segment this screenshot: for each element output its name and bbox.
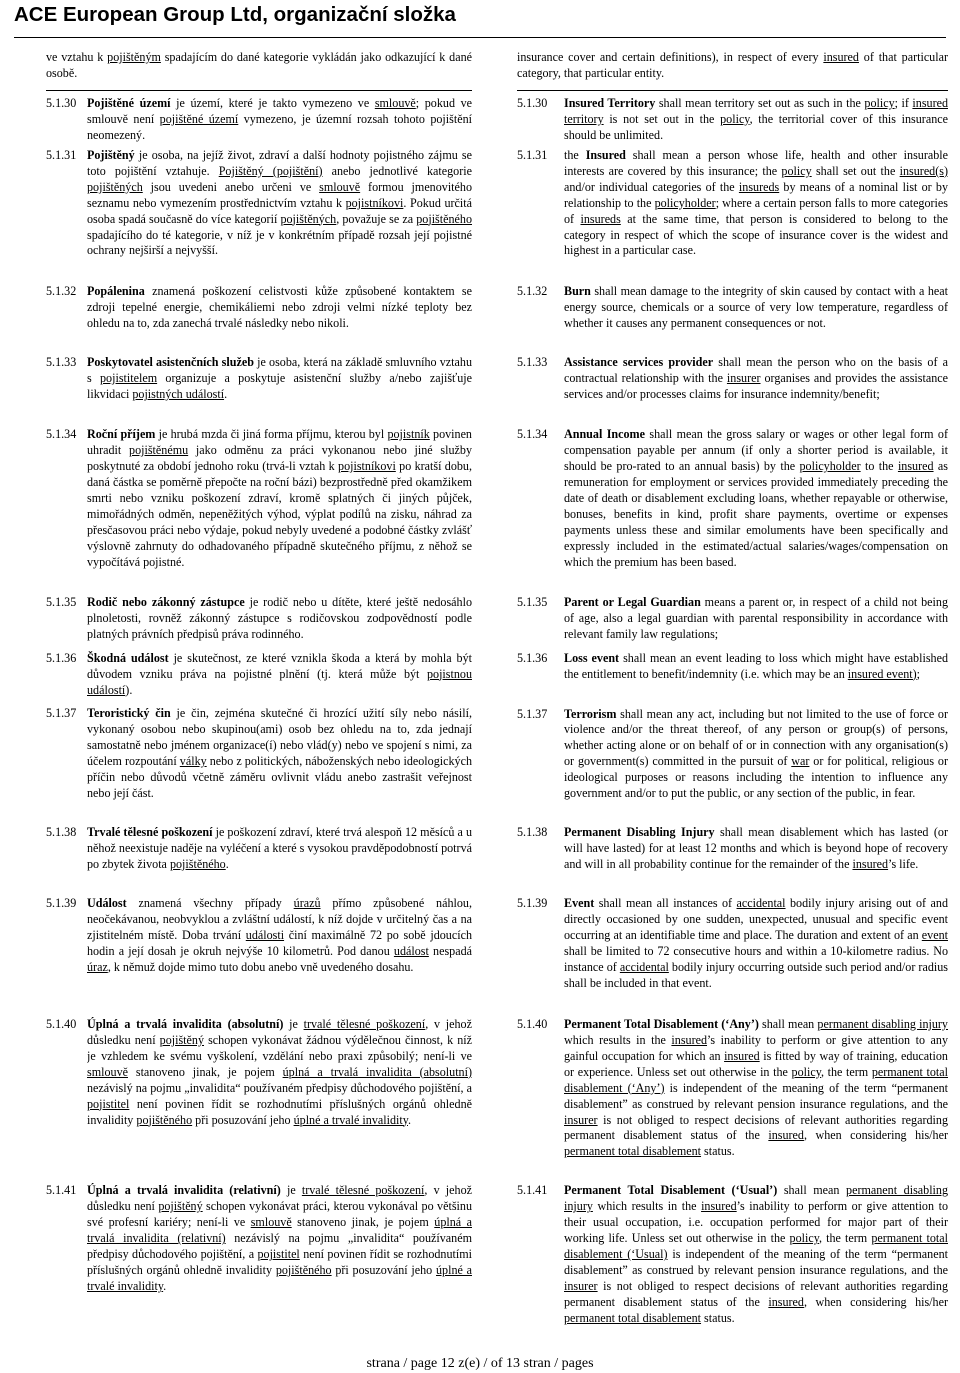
clause-text xyxy=(87,825,472,873)
term-reference: pojistnou událostí xyxy=(87,666,472,697)
text-run: organizuje a poskytuje asistenční služby a/nebo zajišťuje likvidaci xyxy=(87,371,472,402)
term-reference: event xyxy=(921,927,948,942)
text-run: ; where a certain person falls to more categories of xyxy=(564,195,948,226)
term-reference: insurer xyxy=(726,371,761,386)
clause-number: 5.1.33 xyxy=(517,355,548,370)
text-run: is independent of the meaning of the term “permanent disablement” as construed by relevant pension insurance regulations, and the xyxy=(564,1080,948,1111)
clause-paragraph xyxy=(46,284,472,332)
text-run: . xyxy=(225,857,229,872)
term-reference: úrazů xyxy=(293,896,321,911)
term-reference: insureds xyxy=(738,179,780,194)
clause-number: 5.1.39 xyxy=(517,896,548,911)
clause-paragraph xyxy=(517,1017,948,1161)
text-run: is not obliged to respect decisions of relevant authorities regarding permanent disablement status of the xyxy=(564,1112,948,1143)
defined-term: Permanent Total Disablement (‘Any’) xyxy=(564,1016,759,1031)
text-run: shall mean disablement which has lasted (or will have lasted) for at least 12 months and which is beyond hope of recovery and will in all probability continue for the remainder of the xyxy=(564,825,948,872)
clause-paragraph xyxy=(46,90,472,144)
term-reference: pojištěný xyxy=(158,1199,203,1214)
clause-paragraph xyxy=(517,355,948,403)
term-reference: permanent total disablement (‘Any’) xyxy=(564,1064,948,1095)
clause-paragraph xyxy=(517,90,948,144)
text-run: spadajícího do té kategorie, v níž je v konkrétním případě rozsah její pojistné ochrany nejširší a nejvyšší. xyxy=(87,227,472,258)
term-reference: insured xyxy=(671,1032,708,1047)
clause-paragraph xyxy=(517,50,948,82)
defined-term: Trvalé tělesné poškození xyxy=(87,825,213,840)
defined-term: Insured Territory xyxy=(564,95,656,110)
clause-number: 5.1.35 xyxy=(517,594,548,609)
term-reference: smlouvě xyxy=(250,1215,292,1230)
clause-text xyxy=(87,651,472,699)
term-reference: policy xyxy=(864,95,895,110)
term-reference: insured xyxy=(823,50,859,64)
clause-paragraph xyxy=(517,707,948,803)
term-reference: pojistných událostí xyxy=(132,387,225,402)
text-run: ’s life. xyxy=(888,857,919,872)
defined-term: Annual Income xyxy=(564,427,645,442)
text-run: the xyxy=(564,147,586,162)
clause-paragraph xyxy=(46,1017,472,1129)
defined-term: Rodič nebo zákonný zástupce xyxy=(87,594,245,609)
clause-number: 5.1.31 xyxy=(46,147,77,162)
text-run: není povinen řídit se rozhodnutími příslušných orgánů ohledně invalidity xyxy=(87,1247,472,1278)
clause-text xyxy=(564,355,948,403)
text-run: . xyxy=(163,1279,167,1294)
term-reference: pojištěných xyxy=(280,211,337,226)
term-reference: insured xyxy=(897,459,934,474)
text-run: by means of a nominal list or by relationship to the xyxy=(564,179,948,210)
term-reference: insured xyxy=(701,1199,737,1214)
text-run: shall set out the xyxy=(811,163,900,178)
clause-number: 5.1.33 xyxy=(46,355,77,370)
text-run: shall mean xyxy=(758,1016,818,1031)
term-reference: permanent total disablement xyxy=(564,1144,702,1159)
clause-number: 5.1.31 xyxy=(517,147,548,162)
defined-term: Událost xyxy=(87,896,127,911)
text-run: přímo způsobené náhlou, neočekávanou, neobvyklou a zvláštní událostí, k níž dojde v určitelný čas a na zjistitelném místě. Doba trvání xyxy=(87,896,472,942)
text-run: of that particular category, that particular entity. xyxy=(517,50,948,80)
text-run: je osoba, na jejíž život, zdraví a další hodnoty pojistného zájmu se toto pojištění vztahuje. xyxy=(87,147,472,178)
text-run: při posuzování jeho xyxy=(192,1112,294,1127)
term-reference: permanent total disablement xyxy=(564,1311,702,1325)
clause-text xyxy=(564,896,948,992)
text-run: insurance cover and certain definitions), in respect of every xyxy=(517,50,824,64)
text-run: , v jehož důsledku není xyxy=(87,1183,472,1214)
term-reference: policy xyxy=(791,1064,821,1079)
term-reference: insured xyxy=(768,1295,804,1310)
text-run: vymezeno, je územní rozsah tohoto pojištění neomezený. xyxy=(87,111,472,142)
text-run: stanoveno jinak, je pojem xyxy=(127,1064,283,1079)
text-run: at the same time, that person is considered to belong to the category in respect of which the scope of insurance cover is the widest and highest in a particular case. xyxy=(564,211,948,258)
term-reference: insured(s) xyxy=(899,163,948,178)
text-run: je xyxy=(283,1016,304,1031)
clause-text xyxy=(564,825,948,873)
text-run: při posuzování jeho xyxy=(331,1263,436,1278)
clause-text xyxy=(564,651,948,683)
english-column xyxy=(517,50,948,1327)
clause-text xyxy=(87,1183,472,1295)
clause-paragraph xyxy=(46,651,472,699)
text-run: is independent of the meaning of the term “permanent disablement” as construed by relevant pension insurance regulations, and the xyxy=(564,1247,948,1278)
text-run: bodily injury arising out of and directly occasioned by one sudden, unexpected, unusual and specific event occurring at an identifiable time and place. The duration and extent of an xyxy=(564,896,948,942)
term-reference: permanent disabling injury xyxy=(564,1183,948,1214)
text-run: ; xyxy=(916,666,921,681)
defined-term: Pojištěný xyxy=(87,147,135,162)
term-reference: Pojištěný (pojištění) xyxy=(218,163,323,178)
clause-text xyxy=(564,148,948,260)
text-run: bodily injury occurring outside such period and/or radius shall be included in that event. xyxy=(564,959,948,990)
text-run: je xyxy=(280,1183,302,1198)
term-reference: policy xyxy=(789,1231,819,1246)
clause-paragraph xyxy=(517,896,948,992)
text-run: . Pokud určitá osoba spadá současně do více kategorií xyxy=(87,195,472,226)
clause-text xyxy=(564,707,948,803)
text-run: nezávislý na pojmu „invalidita“ používaném předpisy důchodového pojištění, a xyxy=(87,1080,472,1095)
term-reference: pojištěný xyxy=(159,1032,204,1047)
text-run: , when considering his/her xyxy=(803,1128,948,1143)
clause-text xyxy=(517,50,948,82)
term-reference: policyholder xyxy=(654,195,716,210)
text-run: ). xyxy=(125,682,133,697)
defined-term: Roční příjem xyxy=(87,427,156,442)
term-reference: pojištěnému xyxy=(129,443,189,458)
term-reference: smlouvě xyxy=(319,179,361,194)
clause-number: 5.1.41 xyxy=(46,1183,77,1198)
text-run: ’s inability to perform or give attention to their usual occupation, i.e. occupation performed for major part of their working life. Unless set out otherwise in the xyxy=(564,1199,948,1246)
defined-term: Škodná událost xyxy=(87,650,169,665)
clause-paragraph xyxy=(46,706,472,802)
term-reference: pojištěného xyxy=(275,1263,332,1278)
clause-number: 5.1.30 xyxy=(46,95,77,110)
term-reference: insured event) xyxy=(847,666,917,681)
text-run: which results in the xyxy=(592,1199,702,1214)
term-reference: úplné a trvalé invalidity xyxy=(87,1263,472,1294)
clause-text xyxy=(87,355,472,403)
term-reference: smlouvě xyxy=(374,95,416,110)
text-run: není povinen řídit se rozhodnutími příslušných orgánů ohledně invalidity xyxy=(87,1096,472,1127)
clause-number: 5.1.35 xyxy=(46,594,77,609)
text-run: and/or individual categories of the xyxy=(564,179,739,194)
clause-paragraph xyxy=(46,50,472,82)
clause-text xyxy=(564,96,948,144)
text-run: činí maximálně 72 po sobě jdoucích hodin a její dosah je okruh nejvýše 10 kilometrů. Pod danou xyxy=(87,927,472,958)
clause-paragraph xyxy=(46,595,472,643)
text-run: shall mean xyxy=(777,1183,847,1198)
defined-term: Permanent Total Disablement (‘Usual’) xyxy=(564,1183,778,1198)
defined-term: Teroristický čin xyxy=(87,706,171,721)
text-run: , k němuž dojde mimo tuto dobu anebo vně uvedeného dosahu. xyxy=(107,959,414,974)
defined-term: Popálenina xyxy=(87,284,145,299)
text-run: je poškození zdraví, které trvá alespoň 12 měsíců a u něhož neexistuje naděje na vyléčení a které s vysokou pravděpodobností potrvá po zbytek života xyxy=(87,825,472,872)
clause-number: 5.1.36 xyxy=(46,650,77,665)
clause-text xyxy=(87,706,472,802)
term-reference: pojistitelem xyxy=(100,371,158,386)
text-run: , považuje se za xyxy=(336,211,417,226)
defined-term: Parent or Legal Guardian xyxy=(564,594,701,609)
text-run: organises and provides the assistance services and/or processes claims for insurance indemnity/benefit; xyxy=(564,371,948,402)
clause-text xyxy=(87,595,472,643)
clause-number: 5.1.32 xyxy=(517,284,548,299)
clause-paragraph xyxy=(517,427,948,571)
text-run: spadajícím do dané kategorie vykládán jako odkazující k dané osobě. xyxy=(46,50,472,80)
clause-paragraph xyxy=(46,896,472,976)
text-run: is fitted by way of training, education or experience. Unless set out otherwise in the xyxy=(564,1048,948,1079)
clause-text xyxy=(87,896,472,976)
clause-number: 5.1.38 xyxy=(517,825,548,840)
text-run: je osoba, která na základě smluvního vztahu s xyxy=(87,355,472,386)
term-reference: insured xyxy=(724,1048,760,1063)
term-reference: úplná a trvalá invalidita (relativní) xyxy=(87,1215,472,1246)
clause-text xyxy=(87,427,472,571)
text-run: schopen vykonávat žádnou výdělečnou činnost, k níž je vzhledem ke svému vyškolení, vzdělání nebo praxi způsobilý; není-li ve xyxy=(87,1032,472,1063)
document-header: ACE European Group Ltd, organizační složka xyxy=(14,3,456,26)
clause-paragraph xyxy=(46,355,472,403)
term-reference: událost xyxy=(393,943,429,958)
clause-paragraph xyxy=(517,825,948,873)
term-reference: úplné a trvalé invalidity xyxy=(293,1112,408,1127)
text-run: shall mean the gross salary or wages or other legal form of compensation payable per annum (if only a shorter period is available, it should be pro-rated to an annual basis) by the xyxy=(564,427,948,474)
clause-paragraph xyxy=(46,825,472,873)
term-reference: pojistníkovi xyxy=(338,459,396,474)
page-footer: strana / page 12 z(e) / of 13 stran / pages xyxy=(366,1356,594,1371)
text-run: povinen uhradit xyxy=(87,427,472,458)
text-run: ; pokud ve smlouvě není xyxy=(87,95,472,126)
term-reference: policyholder xyxy=(799,459,861,474)
text-run: which results in the xyxy=(564,1032,672,1047)
text-run: stanoveno jinak, je pojem xyxy=(291,1215,435,1230)
term-reference: insured xyxy=(852,857,889,872)
text-run: status. xyxy=(701,1311,735,1325)
text-run: ; if xyxy=(894,95,913,110)
text-run: shall mean any act, including but not limited to the use of force or violence and/or the threat thereof, of any person or group(s) of persons, whether acting alone or on behalf of or in connection with any organisation(s) or government(s) committed in the pursuit of xyxy=(564,706,948,769)
term-reference: úplná a trvalá invalidita (absolutní) xyxy=(282,1064,472,1079)
term-reference: pojištěného xyxy=(416,211,472,226)
clause-paragraph xyxy=(46,427,472,571)
clause-number: 5.1.34 xyxy=(46,427,77,442)
defined-term: Burn xyxy=(564,284,591,299)
clause-text xyxy=(564,427,948,571)
clause-number: 5.1.30 xyxy=(517,95,548,110)
term-reference: insureds xyxy=(580,211,621,226)
clause-paragraph xyxy=(46,1183,472,1295)
clause-number: 5.1.34 xyxy=(517,427,548,442)
text-run: is not obliged to respect decisions of relevant authorities regarding permanent disablement status of the xyxy=(564,1279,948,1310)
text-run: jako odměnu za práci vykonanou nebo jiné služby poskytnuté za období jednoho roku (trvá-li vztah k xyxy=(87,443,472,474)
clause-paragraph xyxy=(517,284,948,332)
defined-term: Terrorism xyxy=(564,706,617,721)
term-reference: policy xyxy=(781,163,812,178)
term-reference: policy xyxy=(720,111,750,126)
term-reference: trvalé tělesné poškození xyxy=(301,1183,425,1198)
text-run: shall mean all instances of xyxy=(594,896,737,911)
defined-term: Poskytovatel asistenčních služeb xyxy=(87,355,254,370)
text-run: shall mean territory set out as such in the xyxy=(655,95,865,110)
clause-paragraph xyxy=(517,651,948,683)
clause-number: 5.1.41 xyxy=(517,1183,548,1198)
term-reference: úraz xyxy=(87,959,108,974)
text-run: . xyxy=(224,387,228,402)
text-run: znamená poškození celistvosti kůže způsobené kontaktem se zdroji tepelné energie, chemikáliemi nebo zdroji velmi nízké teploty bez ohledu na to, zda zanechá trvalé následky nebo nikoli. xyxy=(87,284,472,331)
term-reference: události xyxy=(245,927,285,942)
text-run: nebo z politických, náboženských nebo ideologických příčin nebo důvodů včetně záměru ovlivnit vládu anebo zastrašit veřejnost nebo její část. xyxy=(87,754,472,801)
term-reference: pojištěného xyxy=(169,857,226,872)
text-run: to the xyxy=(860,459,898,474)
clause-text xyxy=(46,50,472,82)
clause-text xyxy=(87,284,472,332)
text-run: je rodič nebo u dítěte, které ještě nedosáhlo plnoletosti, rovněž zákonný zástupce s rodičovskou zodpovědností podle platných právních předpisů práva rodinného. xyxy=(87,594,472,641)
term-reference: války xyxy=(179,754,207,769)
text-run: , v jehož důsledku není xyxy=(87,1016,472,1047)
term-reference: trvalé tělesné poškození xyxy=(303,1016,426,1031)
term-reference: permanent total disablement (‘Usual) xyxy=(564,1231,948,1262)
text-run: . xyxy=(408,1112,412,1127)
defined-term: Úplná a trvalá invalidita (relativní) xyxy=(87,1183,281,1198)
text-run: status. xyxy=(701,1144,735,1159)
term-reference: insured xyxy=(768,1128,804,1143)
clause-number: 5.1.39 xyxy=(46,896,77,911)
term-reference: pojištěným xyxy=(107,50,161,64)
term-reference: insurer xyxy=(564,1112,598,1127)
term-reference: pojištěného xyxy=(136,1112,193,1127)
term-reference: war xyxy=(791,754,810,769)
text-run: is not set out in the xyxy=(603,111,721,126)
term-reference: accidental xyxy=(736,896,786,911)
text-run: nezávislý na pojmu „invalidita“ používaném předpisy důchodového pojištění, a xyxy=(87,1231,472,1262)
text-run: as remuneration for employment or services provided immediately preceding the date of death or disablement excluding loans, whether repayable or otherwise, bonuses, benefits in kind, profit share payments, overtime or expenses payments unless these and similar emoluments have been specifically and expressly included in the estimated/actual salaries/wages/compensation on which the premium has been based. xyxy=(564,459,948,569)
clause-text xyxy=(564,284,948,332)
clause-text xyxy=(87,148,472,260)
text-run: je čin, zejména skutečné či hrozící užití síly nebo násilí, vykonaný osobou nebo skupinou(ami) osob bez ohledu na to, zda jednají samostatně nebo jménem organizace(í) nebo vlád(y) nebo ve spojení s nimi, za účelem rozpoutání xyxy=(87,706,472,769)
text-run: or for political, religious or ideological purposes or reasons including the intention to influence any government and/or to put the public, or any section of the public, in fear. xyxy=(564,754,948,801)
text-run: je skutečnost, ze které vznikla škoda a která by mohla být důvodem vzniku práva na pojistné plnění (tj. která může být xyxy=(87,650,472,681)
text-run: shall mean damage to the integrity of skin caused by contact with a heat energy source, chemicals or a source of very low temperature, regardless of whether it causes any permanent consequences or not. xyxy=(564,284,948,331)
defined-term: Event xyxy=(564,896,595,911)
defined-term: Permanent Disabling Injury xyxy=(564,825,715,840)
clause-text xyxy=(564,595,948,643)
text-run: je hrubá mzda či jiná forma příjmu, kterou byl xyxy=(155,427,388,442)
clause-number: 5.1.36 xyxy=(517,650,548,665)
text-run: nespadá xyxy=(428,943,472,958)
text-run: , the term xyxy=(820,1064,872,1079)
text-run: anebo jednotlivé kategorie xyxy=(322,163,472,178)
clause-text xyxy=(87,96,472,144)
defined-term: Assistance services provider xyxy=(564,355,714,370)
term-reference: pojistitel xyxy=(87,1096,130,1111)
term-reference: pojištěné území xyxy=(159,111,239,126)
header-rule xyxy=(14,37,946,38)
term-reference: insurer xyxy=(564,1279,598,1294)
text-run: , when considering his/her xyxy=(803,1295,948,1310)
clause-number: 5.1.32 xyxy=(46,284,77,299)
text-run: , the term xyxy=(818,1231,872,1246)
clause-number: 5.1.40 xyxy=(46,1016,77,1031)
text-run: , the territorial cover of this insurance should be unlimited. xyxy=(564,111,948,142)
clause-paragraph xyxy=(517,595,948,643)
term-reference: pojistník xyxy=(387,427,430,442)
text-run: ’s inability to perform or give attention to any gainful occupation for which an xyxy=(564,1032,948,1063)
text-run: jsou uvedeni anebo určeni ve xyxy=(142,179,320,194)
text-run: shall mean a person whose life, health and other insurable interests are covered by this insurance; the xyxy=(564,147,948,178)
term-reference: pojištěných xyxy=(87,179,143,194)
text-run: znamená všechny případy xyxy=(126,896,294,911)
clause-number: 5.1.37 xyxy=(46,706,77,721)
defined-term: Loss event xyxy=(564,650,620,665)
text-run: schopen vykonávat práci, kterou vykonával po většinu své profesní kariéry; není-li ve xyxy=(87,1199,472,1230)
clause-number: 5.1.40 xyxy=(517,1016,548,1031)
clause-paragraph xyxy=(517,1183,948,1327)
clause-text xyxy=(87,1017,472,1129)
text-run: means a parent or, in respect of a child not being of age, also a legal guardian with parental responsibility in accordance with relevant family law regulations; xyxy=(564,594,948,641)
term-reference: permanent disabling injury xyxy=(817,1016,948,1031)
defined-term: Insured xyxy=(585,147,626,162)
defined-term: Úplná a trvalá invalidita (absolutní) xyxy=(87,1016,284,1031)
term-reference: pojistníkovi xyxy=(345,195,404,210)
term-reference: accidental xyxy=(619,959,669,974)
czech-column xyxy=(46,50,472,1295)
clause-text xyxy=(564,1017,948,1161)
text-run: formou jmenovitého seznamu nebo vymezením prostřednictvím vztahu k xyxy=(87,179,472,210)
text-run: shall mean the person who on the basis of a contractual relationship with the xyxy=(564,355,948,386)
term-reference: insured territory xyxy=(564,95,948,126)
clause-paragraph xyxy=(46,148,472,260)
term-reference: smlouvě xyxy=(87,1064,128,1079)
text-run: ve vztahu k xyxy=(46,50,108,64)
text-run: shall mean an event leading to loss which might have established the entitlement to benefit/indemnity (i.e. which may be an xyxy=(564,650,948,681)
defined-term: Pojištěné území xyxy=(87,95,171,110)
clause-paragraph xyxy=(517,148,948,260)
text-run: shall be limited to 72 consecutive hours and within a 10-kilometre radius. No instance of xyxy=(564,943,948,974)
text-run: po kratší dobu, daná částka se poměrně přepočte na roční bázi) bezprostředně před okamžikem smrti nebo vzniku poškození zdraví, kromě splatných či jiných půjček, mimořádných odměn, nepeněžitých výhod, výplat podílů na zisku, náhrad za přesčasovou práci nebo výdaje, pokud nebyly uvedené a podobné částky zvlášť výslovně zahrnuty do odhadovaného případně skutečného příjmu, z něhož se vypočítává pojistné. xyxy=(87,459,472,569)
term-reference: pojistitel xyxy=(257,1247,300,1262)
clause-number: 5.1.37 xyxy=(517,706,548,721)
clause-number: 5.1.38 xyxy=(46,825,77,840)
clause-text xyxy=(564,1183,948,1327)
text-run: je území, které je takto vymezeno ve xyxy=(170,95,375,110)
